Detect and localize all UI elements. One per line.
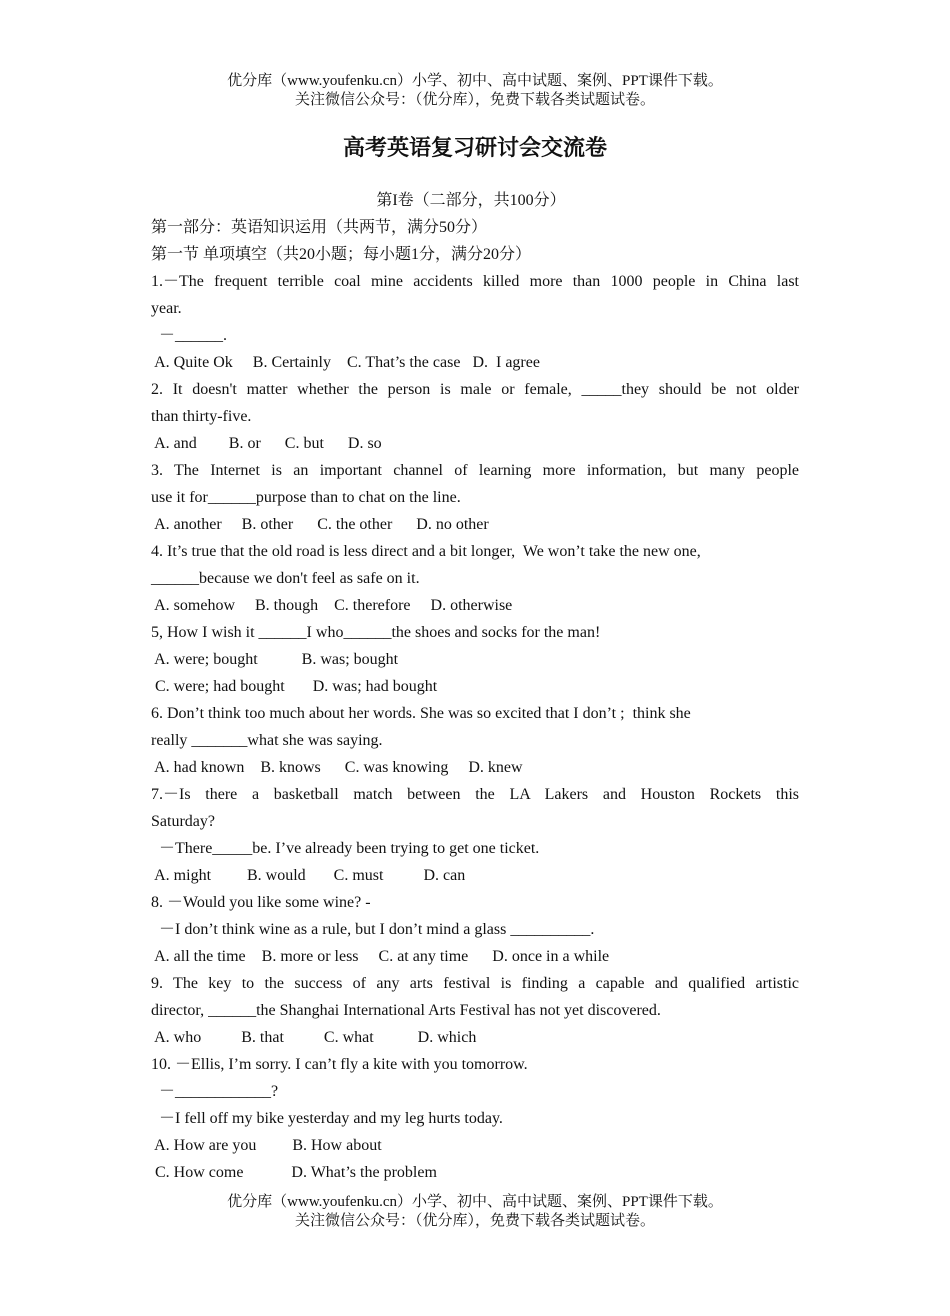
question-5-stem: 5, How I wish it ______I who______the shoes and socks for the man!: [151, 624, 601, 641]
question-9-options: A. who B. that C. what D. which: [151, 1029, 477, 1046]
question-1-options: A. Quite Ok B. Certainly C. That’s the case D. I agree: [151, 354, 540, 371]
question-2-options: A. and B. or C. but D. so: [151, 435, 382, 452]
question-6-stem-cont: really _______what she was saying.: [151, 732, 383, 749]
question-6-options: A. had known B. knows C. was knowing D. knew: [151, 759, 523, 776]
question-7-options: A. might B. would C. must D. can: [151, 867, 466, 884]
question-3-options: A. another B. other C. the other D. no other: [151, 516, 489, 533]
question-3-stem-cont: use it for______purpose than to chat on the line.: [151, 489, 461, 506]
question-8-stem: 8. －Would you like some wine? -: [151, 894, 371, 911]
question-10-options-row-2: C. How come D. What’s the problem: [151, 1164, 437, 1181]
question-1-stem: 1.－The frequent terrible coal mine accidents killed more than 1000 people in China last: [151, 273, 799, 290]
question-8-options: A. all the time B. more or less C. at any time D. once in a while: [151, 948, 610, 965]
section-one-heading: 第一节 单项填空（共20小题；每小题1分，满分20分）: [151, 246, 532, 263]
question-10-options-row-1: A. How are you B. How about: [151, 1137, 382, 1154]
footer-line-1: 优分库（www.youfenku.cn）小学、初中、高中试题、案例、PPT课件下载。: [227, 1194, 723, 1210]
question-9-stem: 9. The key to the success of any arts festival is finding a capable and qualified artistic: [151, 975, 799, 992]
question-4-options: A. somehow B. though C. therefore D. otherwise: [151, 597, 513, 614]
question-1-reply: －______.: [151, 327, 228, 344]
part-heading: 第I卷（二部分，共100分）: [376, 192, 566, 209]
question-3-stem: 3. The Internet is an important channel of learning more information, but many people: [151, 462, 799, 479]
question-7-reply: －There_____be. I’ve already been trying to get one ticket.: [151, 840, 540, 857]
question-8-reply: －I don’t think wine as a rule, but I don’t mind a glass __________.: [151, 921, 595, 938]
question-10-response: －I fell off my bike yesterday and my leg hurts today.: [151, 1110, 503, 1127]
header-line-2: 关注微信公众号：（优分库），免费下载各类试题试卷。: [294, 92, 655, 108]
question-7-stem: 7.－Is there a basketball match between the LA Lakers and Houston Rockets this: [151, 786, 799, 803]
question-4-stem-cont: ______because we don't feel as safe on it.: [151, 570, 420, 587]
question-9-stem-cont: director, ______the Shanghai International Arts Festival has not yet discovered.: [151, 1002, 661, 1019]
question-10-reply: －____________?: [151, 1083, 279, 1100]
page-footer: [0, 1193, 950, 1231]
document-body: [151, 187, 799, 1186]
header-line-1: 优分库（www.youfenku.cn）小学、初中、高中试题、案例、PPT课件下载。: [227, 73, 723, 89]
question-4-stem: 4. It’s true that the old road is less direct and a bit longer, We won’t take the new one,: [151, 543, 701, 560]
question-7-stem-cont: Saturday?: [151, 813, 215, 830]
question-2-stem: 2. It doesn't matter whether the person is male or female, _____they should be not older: [151, 381, 799, 398]
document-title: 高考英语复习研讨会交流卷: [342, 135, 607, 160]
question-6-stem: 6. Don’t think too much about her words. She was so excited that I don’t ; think she: [151, 705, 691, 722]
question-5-options-row-2: C. were; had bought D. was; had bought: [151, 678, 438, 695]
question-5-options-row-1: A. were; bought B. was; bought: [151, 651, 399, 668]
footer-line-2: 关注微信公众号：（优分库），免费下载各类试题试卷。: [294, 1213, 655, 1229]
question-2-stem-cont: than thirty-five.: [151, 408, 252, 425]
question-10-stem: 10. －Ellis, I’m sorry. I can’t fly a kite with you tomorrow.: [151, 1056, 528, 1073]
page-header: [0, 72, 950, 110]
part-one-heading: 第一部分：英语知识运用（共两节，满分50分）: [151, 219, 488, 236]
question-1-stem-cont: year.: [151, 300, 182, 317]
